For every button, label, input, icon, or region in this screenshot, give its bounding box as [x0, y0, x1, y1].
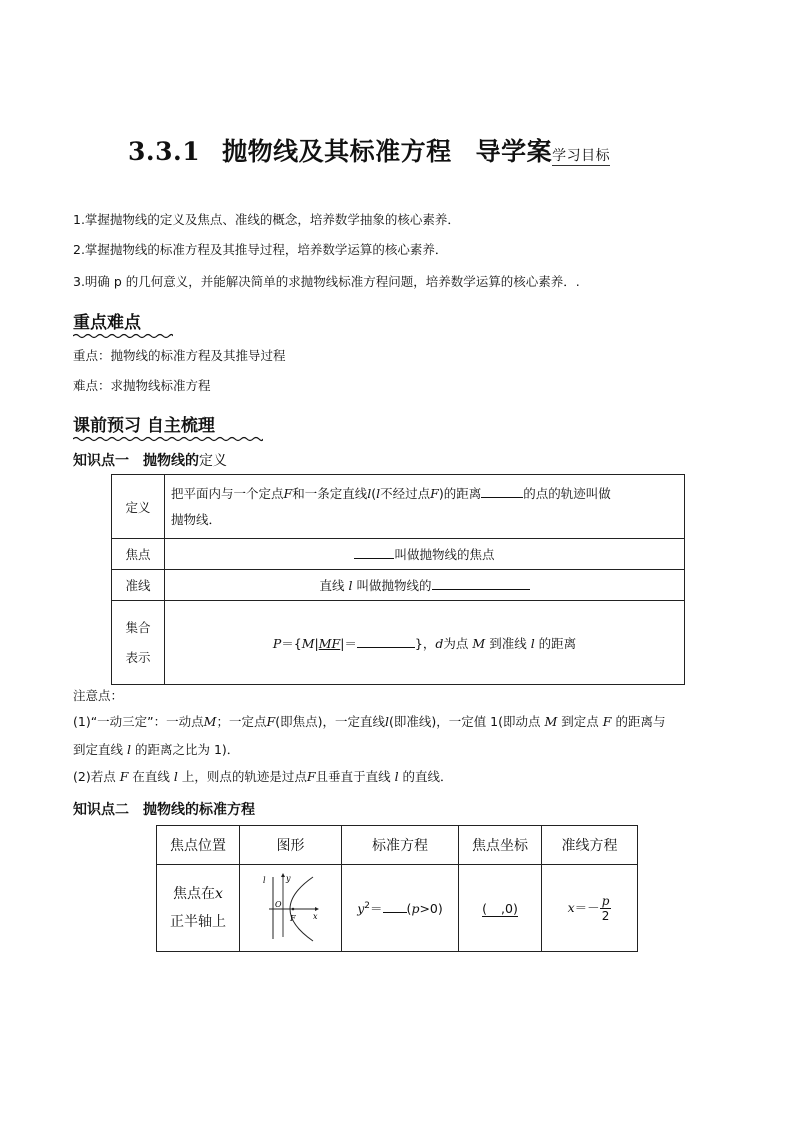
fill-blank[interactable]: [481, 497, 523, 498]
def-label: 定义: [112, 475, 165, 539]
table-row: [112, 539, 685, 570]
title-number: 3.3.1: [128, 137, 201, 166]
var-MF: MF: [318, 635, 341, 651]
directrix-text: 叫做抛物线的: [356, 578, 432, 593]
directrix-cell: [165, 570, 685, 601]
fraction: [600, 894, 612, 923]
objective-3: 3.明确 p 的几何意义，并能解决简单的求抛物线标准方程问题，培养数学运算的核心素养．.: [73, 274, 580, 289]
note-text: 到定点: [561, 714, 599, 729]
table-row: [112, 570, 685, 601]
var-P: P: [272, 635, 282, 651]
table-row: [112, 475, 685, 539]
var-l: l: [367, 485, 372, 501]
x-axis-arrow: [315, 907, 319, 911]
set-text: }，: [414, 635, 436, 651]
def-text: (: [371, 485, 377, 501]
note-text: (1)“一动三定”：一动点: [73, 714, 204, 729]
focus-label: 焦点: [112, 539, 165, 570]
coord-text: (: [482, 900, 488, 916]
directrix-text: 直线: [319, 578, 345, 593]
col-header: 图形: [240, 826, 342, 865]
pos-text: 焦点在: [173, 886, 216, 902]
eq-text: ＝: [370, 901, 383, 916]
note-1-line-1: [73, 712, 665, 730]
fill-blank[interactable]: [432, 589, 530, 590]
parabola-figure: [261, 871, 321, 943]
fill-blank[interactable]: [357, 647, 415, 648]
var-d: d: [435, 635, 444, 651]
notes-title: 注意点：: [73, 688, 124, 703]
focus-text: 叫做抛物线的焦点: [394, 547, 495, 562]
label-y: y: [285, 873, 291, 883]
table-row: [157, 865, 638, 952]
var-l: l: [394, 769, 399, 784]
var-l: l: [530, 635, 535, 651]
set-label-2: 表示: [125, 649, 151, 665]
dir-text: ＝－: [574, 899, 600, 915]
note-text: ；一定点: [216, 714, 267, 729]
kp1-title-normal: 定义: [199, 453, 227, 469]
focus-coordinate: [482, 901, 518, 917]
note-text: 且垂直于直线: [315, 769, 391, 784]
set-text: 的距离: [538, 635, 577, 651]
var-F: F: [119, 769, 129, 784]
objective-1: 1.掌握抛物线的定义及焦点、准线的概念，培养数学抽象的核心素养．: [73, 212, 460, 227]
key-points-heading-text: 重点难点: [73, 313, 141, 333]
var-x: x: [215, 886, 223, 902]
fraction-numerator: p: [601, 893, 610, 908]
var-F: F: [430, 485, 439, 501]
pos-text: 正半轴上: [170, 914, 226, 930]
note-2: [73, 767, 453, 785]
note-text: (即焦点)，一定直线: [275, 714, 385, 729]
note-text: 上，则点的轨迹是过点: [181, 769, 307, 784]
label-l: l: [262, 875, 266, 885]
var-F: F: [306, 769, 316, 784]
set-text: 为点: [443, 635, 469, 651]
standard-equation-table: [156, 825, 638, 952]
set-text: |: [314, 635, 319, 651]
definition-table: [111, 474, 685, 685]
key-points-heading: [73, 308, 173, 339]
eq-text: (: [406, 901, 412, 916]
note-text: 的距离之比为 1)．: [134, 742, 240, 757]
set-text: 到准线: [489, 635, 527, 651]
zhongdian-text: 重点：抛物线的标准方程及其推导过程: [73, 348, 286, 363]
var-l: l: [384, 714, 389, 729]
kp2-title: 知识点二 抛物线的标准方程: [73, 802, 255, 818]
fill-blank[interactable]: [383, 912, 407, 913]
wave-underline: [73, 436, 263, 442]
fill-blank[interactable]: [354, 558, 394, 559]
exponent: 2: [364, 900, 371, 911]
title-daoxue: 导学案: [475, 137, 553, 166]
focus-coordinate-cell: [459, 865, 542, 952]
directrix-equation-cell: [542, 865, 638, 952]
var-M: M: [544, 714, 558, 729]
var-M: M: [301, 635, 315, 651]
focus-position-cell: [157, 865, 240, 952]
def-text: 把平面内与一个定点: [171, 485, 284, 501]
directrix-label: 准线: [112, 570, 165, 601]
label-F: F: [289, 913, 296, 923]
var-M: M: [203, 714, 217, 729]
kp1-title: [73, 450, 227, 470]
note-text: 的直线．: [402, 769, 453, 784]
set-label-1: 集合: [125, 619, 151, 635]
focus-point: [291, 907, 294, 910]
nandian-text: 难点：求抛物线标准方程: [73, 378, 211, 393]
table-header-row: [157, 826, 638, 865]
set-text: ＝{: [281, 635, 302, 651]
kp1-title-bold: 知识点一 抛物线的: [73, 453, 199, 469]
eq-text: >0): [419, 901, 443, 916]
figure-cell: [240, 865, 342, 952]
note-text: (2)若点: [73, 769, 116, 784]
col-header: 焦点坐标: [459, 826, 542, 865]
var-l: l: [173, 769, 178, 784]
note-text: 在直线: [132, 769, 170, 784]
preview-heading: [73, 411, 263, 442]
set-text: |＝: [340, 635, 357, 651]
var-l: l: [348, 578, 353, 593]
col-header: 准线方程: [542, 826, 638, 865]
set-cell: [165, 601, 685, 685]
note-text: 的距离与: [615, 714, 666, 729]
table-row: [112, 601, 685, 685]
fraction-denominator: 2: [601, 908, 610, 923]
note-1-line-2: [73, 740, 239, 758]
set-label: [112, 601, 165, 685]
def-text: 抛物线．: [171, 511, 222, 527]
var-y: y: [357, 901, 365, 916]
col-header: 焦点位置: [157, 826, 240, 865]
focus-cell: [165, 539, 685, 570]
preview-heading-text: 课前预习 自主梳理: [73, 416, 215, 436]
var-l: l: [376, 485, 381, 501]
def-text: 和一条定直线: [292, 485, 368, 501]
objective-2: 2.掌握抛物线的标准方程及其推导过程，培养数学运算的核心素养．: [73, 242, 448, 257]
var-M: M: [472, 635, 486, 651]
note-text: (即准线)，一定值 1(即动点: [388, 714, 541, 729]
title-main: 抛物线及其标准方程: [222, 137, 452, 166]
def-text: 的点的轨迹叫做: [523, 485, 611, 501]
coord-text: ,0): [501, 900, 518, 916]
var-F: F: [266, 714, 276, 729]
title-sub-heading: 学习目标: [552, 148, 611, 164]
page-title: [128, 132, 610, 168]
def-cell: [165, 475, 685, 539]
var-l: l: [127, 742, 131, 757]
equation-cell: [342, 865, 459, 952]
col-header: 标准方程: [342, 826, 459, 865]
var-F: F: [602, 714, 612, 729]
var-x: x: [567, 899, 575, 915]
def-text: 不经过点: [380, 485, 431, 501]
var-F: F: [283, 485, 293, 501]
def-text: )的距离: [438, 485, 482, 501]
y-axis-arrow: [281, 873, 285, 877]
label-O: O: [274, 899, 282, 909]
label-x: x: [312, 911, 318, 921]
note-text: 到定直线: [73, 742, 124, 757]
wave-underline: [73, 333, 173, 339]
var-p: p: [411, 901, 420, 916]
